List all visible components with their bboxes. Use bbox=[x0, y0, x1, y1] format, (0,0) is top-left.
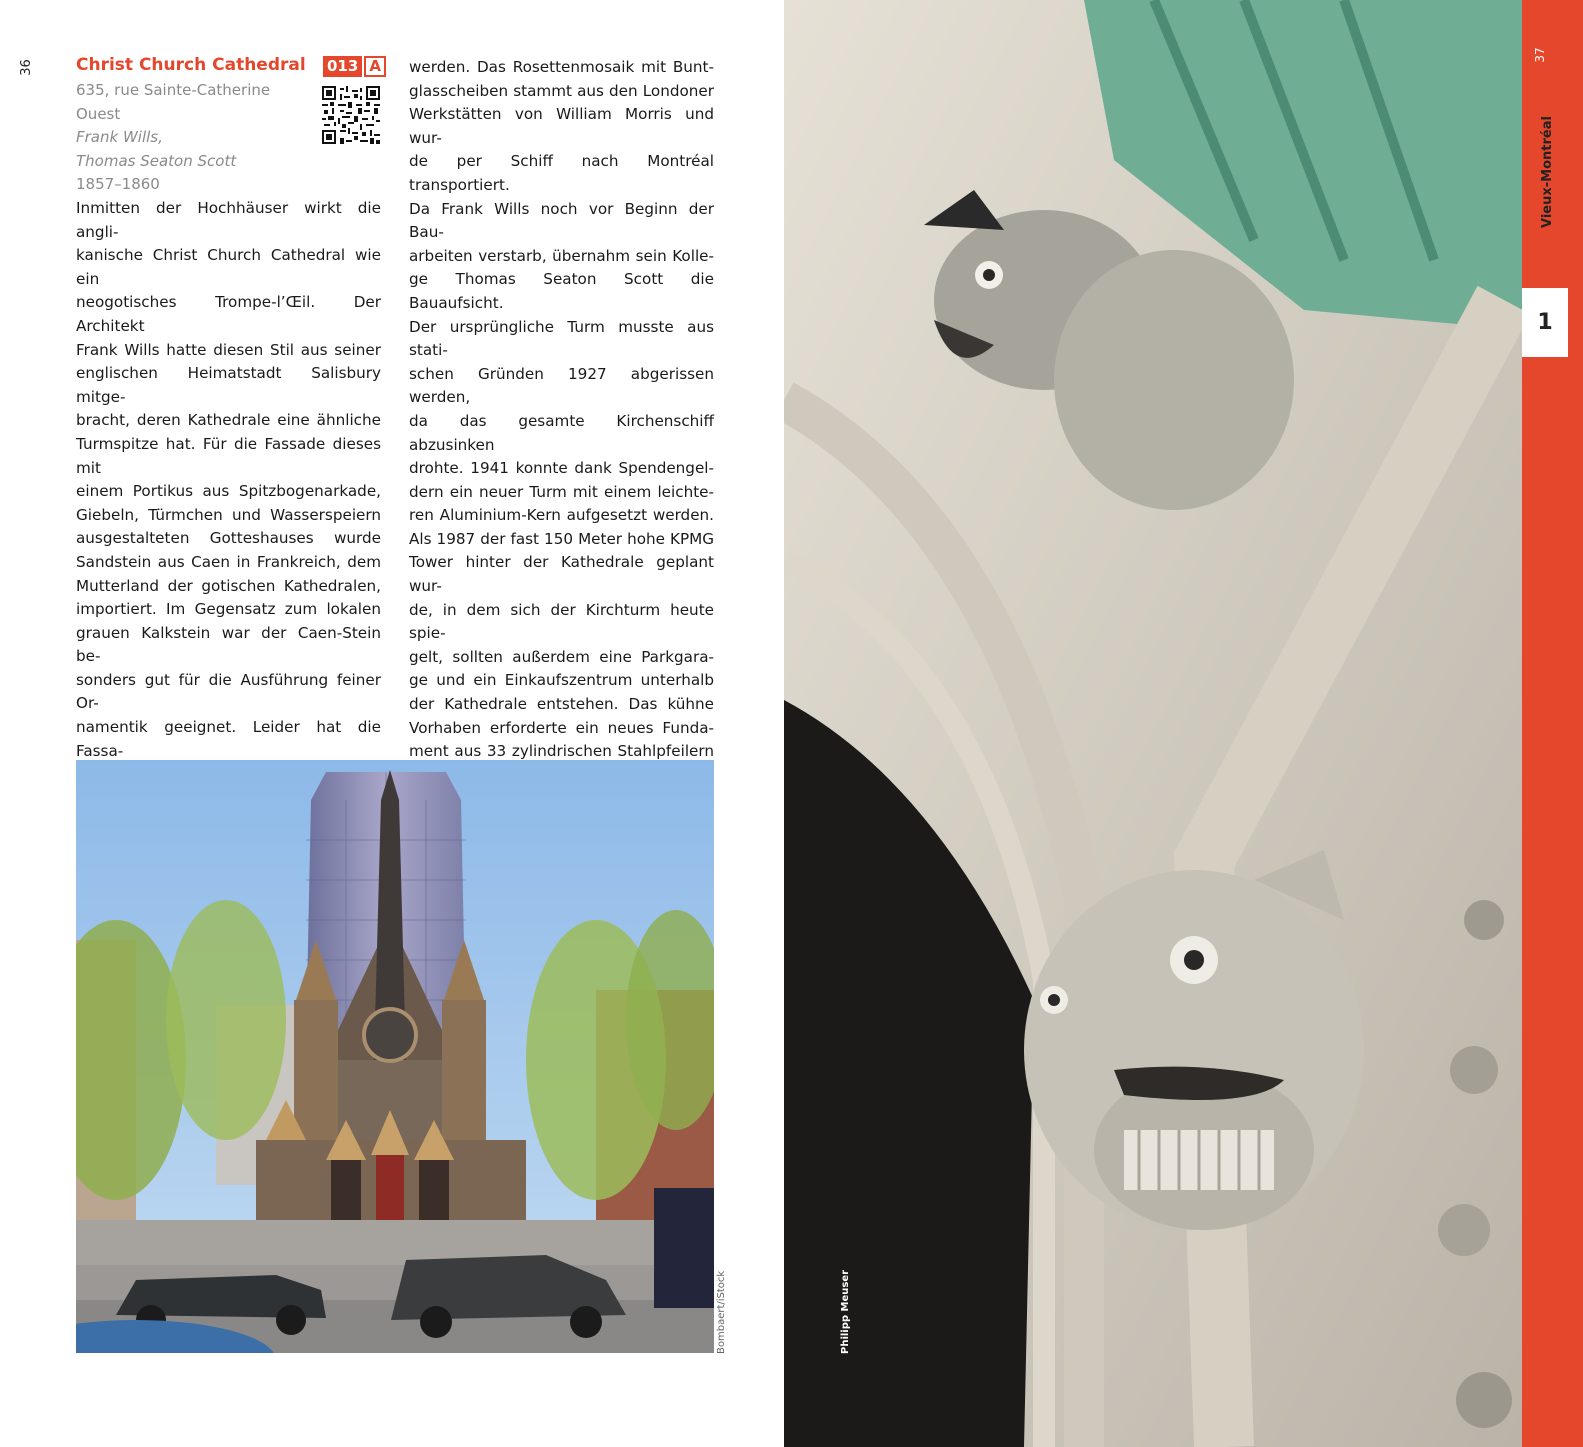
text-line: sonders gut für die Ausführung feiner Or- bbox=[76, 670, 381, 713]
text-line: Turmspitze hat. Für die Fassade dieses mit bbox=[76, 434, 381, 477]
text-line: kanische Christ Church Cathedral wie ein bbox=[76, 246, 381, 288]
entry-architects-1: Frank Wills, bbox=[76, 128, 163, 147]
text-line: da das gesamte Kirchenschiff abzusinken bbox=[409, 411, 714, 454]
text-line: schen Gründen 1927 abgerissen werden, bbox=[409, 364, 714, 407]
entry-meta bbox=[76, 79, 316, 197]
text-line: neogotisches Trompe-l’Œil. Der Architekt bbox=[76, 293, 381, 335]
text-line: Giebeln, Türmchen und Wasserspeiern bbox=[76, 505, 381, 524]
photo-credit-right: Philipp Meuser bbox=[840, 1269, 851, 1354]
text-line: Der ursprüngliche Turm musste aus stati- bbox=[409, 317, 714, 360]
gargoyle-photo bbox=[784, 0, 1522, 1447]
text-line: ge Thomas Seaton Scott die Bauaufsicht. bbox=[409, 270, 714, 312]
photo-credit-left: Bombaert/iStock bbox=[716, 1270, 727, 1354]
text-line: gelt, sollten außerdem eine Parkgara- bbox=[409, 647, 714, 666]
text-line: dern ein neuer Turm mit einem leichte- bbox=[409, 482, 714, 501]
section-title: Vieux-Montréal bbox=[1540, 116, 1555, 228]
text-line: de per Schiff nach Montréal transportiert. bbox=[409, 152, 714, 194]
text-line: arbeiten verstarb, übernahm sein Kolle- bbox=[409, 246, 714, 265]
text-line: bracht, deren Kathedrale eine ähnliche bbox=[76, 411, 381, 430]
text-line: Vorhaben erforderte ein neues Funda- bbox=[409, 718, 714, 737]
text-line: Inmitten der Hochhäuser wirkt die angli- bbox=[76, 199, 381, 241]
text-line: ausgestalteten Gotteshauses wurde bbox=[76, 529, 381, 548]
page-number-right: 37 bbox=[1533, 47, 1547, 63]
text-line: drohte. 1941 konnte dank Spendengel- bbox=[409, 459, 714, 478]
text-line: importiert. Im Gegensatz zum lokalen bbox=[76, 600, 381, 619]
text-line: Als 1987 der fast 150 Meter hohe KPMG bbox=[409, 529, 714, 548]
entry-architects-2: Thomas Seaton Scott bbox=[76, 151, 237, 170]
cathedral-photo bbox=[76, 760, 714, 1353]
entry-code-number: 013 bbox=[323, 56, 362, 77]
text-line: ren Aluminium-Kern aufgesetzt werden. bbox=[409, 506, 714, 525]
text-line: glasscheiben stammt aus den Londoner bbox=[409, 81, 714, 100]
text-line: namentik geeignet. Leider hat die Fassa- bbox=[76, 718, 381, 760]
page-number-left: 36 bbox=[18, 59, 34, 76]
text-line: Mutterland der gotischen Kathedralen, bbox=[76, 576, 381, 595]
text-line: ment aus 33 zylindrischen Stahlpfeilern bbox=[409, 742, 714, 761]
text-line: Tower hinter der Kathedrale geplant wur- bbox=[409, 553, 714, 596]
chapter-number: 1 bbox=[1522, 288, 1568, 357]
text-line: werden. Das Rosettenmosaik mit Bunt- bbox=[409, 58, 714, 76]
entry-title: Christ Church Cathedral bbox=[76, 55, 306, 75]
text-line: de, in dem sich der Kirchturm heute spie- bbox=[409, 600, 714, 643]
entry-code-badge bbox=[323, 56, 386, 77]
entry-years: 1857–1860 bbox=[76, 175, 160, 194]
text-line: Frank Wills hatte diesen Stil aus seiner bbox=[76, 340, 381, 359]
text-line: der Kathedrale entstehen. Das kühne bbox=[409, 695, 714, 714]
text-line: einem Portikus aus Spitzbogenarkade, bbox=[76, 482, 381, 501]
text-line: ge und ein Einkaufszentrum unterhalb bbox=[409, 671, 714, 690]
text-line: englischen Heimatstadt Salisbury mitge- bbox=[76, 364, 381, 406]
qr-code-icon bbox=[322, 86, 380, 144]
text-line: Sandstein aus Caen in Frankreich, dem bbox=[76, 552, 381, 571]
text-line: grauen Kalkstein war der Caen-Stein be- bbox=[76, 623, 381, 666]
entry-code-letter: A bbox=[364, 56, 386, 77]
text-line: Da Frank Wills noch vor Beginn der Bau- bbox=[409, 199, 714, 242]
text-line: Werkstätten von William Morris und wur- bbox=[409, 105, 714, 147]
entry-address: 635, rue Sainte-Catherine Ouest bbox=[76, 81, 271, 123]
